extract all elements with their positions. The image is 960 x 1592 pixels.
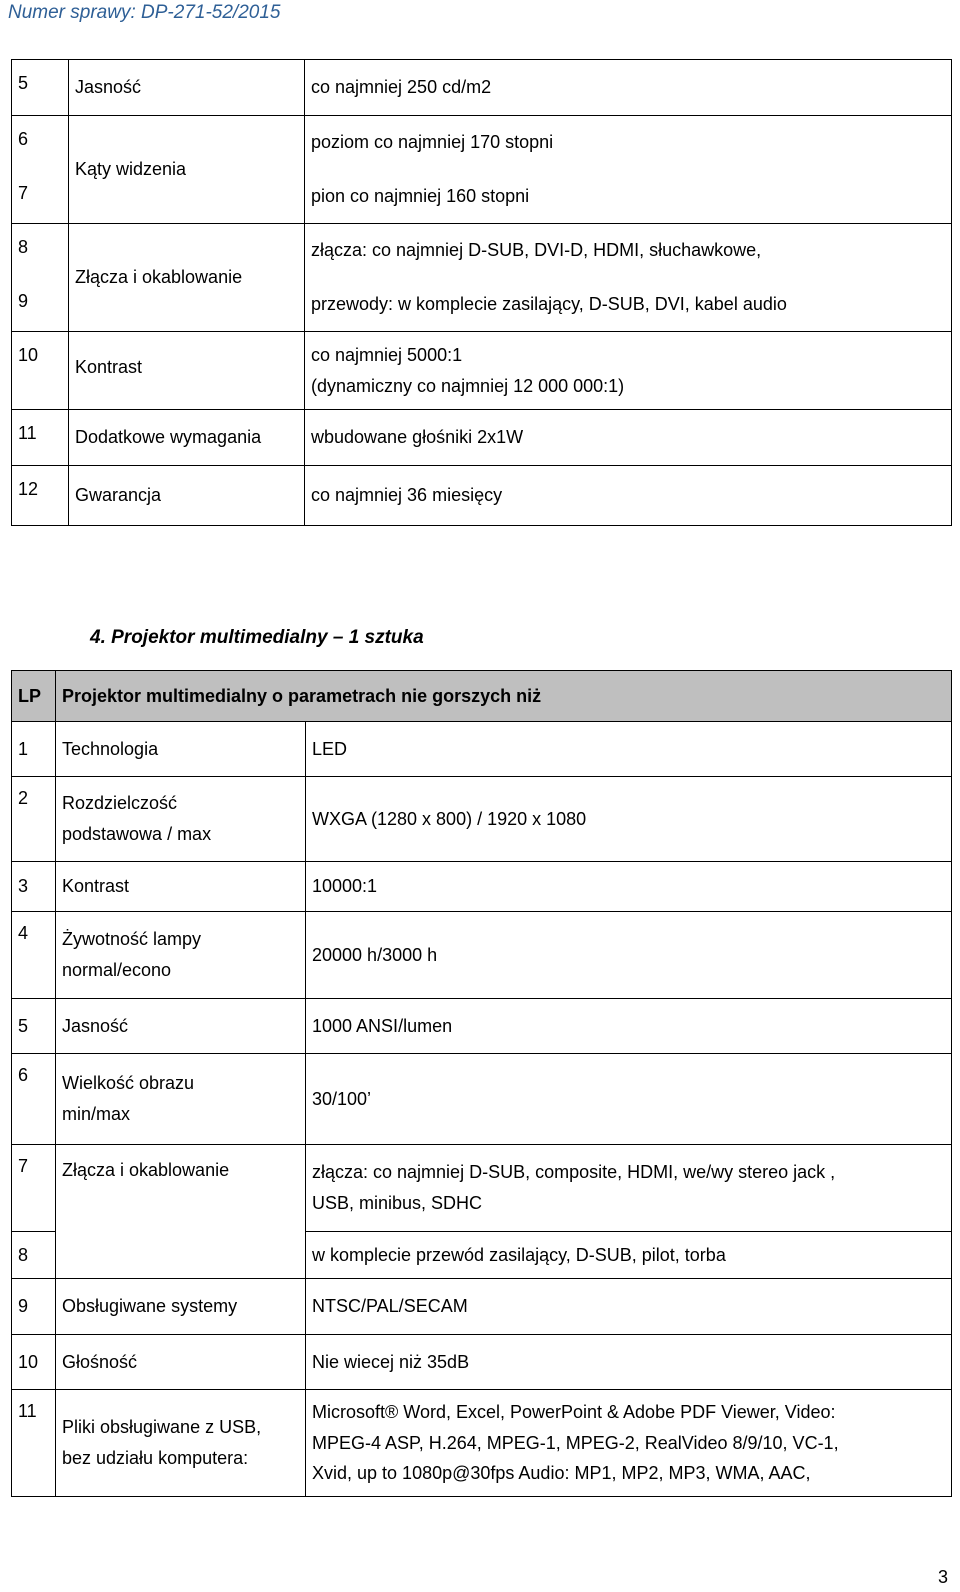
param-value: 10000:1	[306, 862, 952, 912]
table-row	[12, 1335, 952, 1390]
param-value	[306, 1145, 952, 1232]
param-value: WXGA (1280 x 800) / 1920 x 1080	[306, 777, 952, 862]
row-number: 1	[12, 722, 56, 777]
param-value: Nie wiecej niż 35dB	[306, 1335, 952, 1390]
param-name: Złącza i okablowanie	[69, 224, 305, 332]
table-row	[12, 410, 952, 466]
row-number: 10	[12, 332, 69, 410]
row-number: 5	[12, 999, 56, 1054]
section-title: 4. Projektor multimedialny – 1 sztuka	[90, 627, 424, 648]
monitor-spec-table	[11, 59, 952, 526]
row-number: 10	[12, 1335, 56, 1390]
param-name	[56, 777, 306, 862]
param-value: NTSC/PAL/SECAM	[306, 1279, 952, 1335]
table-row	[12, 466, 952, 526]
case-number-header: Numer sprawy: DP-271-52/2015	[8, 2, 281, 23]
param-value: 20000 h/3000 h	[306, 912, 952, 999]
param-name: Kąty widzenia	[69, 116, 305, 224]
table-row	[12, 777, 952, 862]
param-value-line: MPEG-4 ASP, H.264, MPEG-1, MPEG-2, RealVideo 8/9/10, VC-1,	[312, 1432, 839, 1453]
row-number: 6	[12, 1054, 56, 1145]
param-value: co najmniej 250 cd/m2	[305, 60, 952, 116]
param-value: pion co najmniej 160 stopni	[305, 170, 952, 224]
param-value	[306, 1390, 952, 1497]
param-name-line: podstawowa / max	[62, 824, 212, 844]
row-number: 6	[12, 116, 69, 170]
param-value: wbudowane głośniki 2x1W	[305, 410, 952, 466]
param-value-line: USB, minibus, SDHC	[312, 1193, 483, 1213]
param-name	[56, 912, 306, 999]
row-number: 12	[12, 466, 69, 526]
param-value: w komplecie przewód zasilający, D-SUB, pilot, torba	[306, 1232, 952, 1279]
table-row	[12, 1054, 952, 1145]
param-value: 1000 ANSI/lumen	[306, 999, 952, 1054]
table-row	[12, 60, 952, 116]
table-row	[12, 912, 952, 999]
param-name	[56, 1390, 306, 1497]
param-name: Głośność	[56, 1335, 306, 1390]
row-number: 3	[12, 862, 56, 912]
row-number: 9	[12, 1279, 56, 1335]
param-name: Jasność	[69, 60, 305, 116]
row-number: 7	[12, 1145, 56, 1232]
header-title: Projektor multimedialny o parametrach nie gorszych niż	[56, 671, 952, 722]
row-number: 8	[12, 1232, 56, 1279]
row-number: 5	[12, 60, 69, 116]
param-name-line: Wielkość obrazu	[62, 1073, 195, 1094]
param-value: 30/100’	[306, 1054, 952, 1145]
table-row	[12, 1145, 952, 1232]
header-lp: LP	[12, 671, 56, 722]
param-value: LED	[306, 722, 952, 777]
row-number: 4	[12, 912, 56, 999]
projector-spec-table	[11, 670, 952, 1497]
param-value: złącza: co najmniej D-SUB, DVI-D, HDMI, słuchawkowe,	[305, 224, 952, 278]
param-value: przewody: w komplecie zasilający, D-SUB, DVI, kabel audio	[305, 278, 952, 332]
param-name-line: normal/econo	[62, 960, 172, 980]
page-number: 3	[937, 1567, 948, 1587]
row-number: 11	[12, 410, 69, 466]
param-value-line: co najmniej 5000:1	[311, 344, 463, 365]
param-name: Kontrast	[56, 862, 306, 912]
table-row	[12, 1390, 952, 1497]
param-value-line: Xvid, up to 1080p@30fps Audio: MP1, MP2, MP3, WMA, AAC,	[312, 1463, 811, 1484]
param-name: Jasność	[56, 999, 306, 1054]
row-number: 2	[12, 777, 56, 862]
table-row	[12, 722, 952, 777]
param-name-line: Żywotność lampy	[62, 929, 202, 950]
row-number: 9	[12, 278, 69, 332]
table-row	[12, 862, 952, 912]
param-value-line: złącza: co najmniej D-SUB, composite, HDMI, we/wy stereo jack ,	[312, 1162, 836, 1183]
table-row	[12, 116, 952, 170]
row-number: 7	[12, 170, 69, 224]
table-row	[12, 1279, 952, 1335]
param-name: Gwarancja	[69, 466, 305, 526]
param-name-line: bez udziału komputera:	[62, 1448, 249, 1468]
param-name-line: min/max	[62, 1104, 131, 1124]
table-header-row	[12, 671, 952, 722]
param-value: co najmniej 36 miesięcy	[305, 466, 952, 526]
param-name: Złącza i okablowanie	[56, 1145, 306, 1279]
param-name-line: Pliki obsługiwane z USB,	[62, 1417, 262, 1438]
param-value	[305, 332, 952, 410]
table-row	[12, 332, 952, 410]
param-value-line: Microsoft® Word, Excel, PowerPoint & Adobe PDF Viewer, Video:	[312, 1402, 836, 1423]
param-name: Obsługiwane systemy	[56, 1279, 306, 1335]
param-value: poziom co najmniej 170 stopni	[305, 116, 952, 170]
param-name-line: Rozdzielczość	[62, 793, 178, 814]
param-name: Kontrast	[69, 332, 305, 410]
param-name	[56, 1054, 306, 1145]
row-number: 8	[12, 224, 69, 278]
param-value-line: (dynamiczny co najmniej 12 000 000:1)	[311, 375, 625, 396]
table-row	[12, 999, 952, 1054]
param-name: Technologia	[56, 722, 306, 777]
row-number: 11	[12, 1390, 56, 1497]
param-name: Dodatkowe wymagania	[69, 410, 305, 466]
table-row	[12, 224, 952, 278]
